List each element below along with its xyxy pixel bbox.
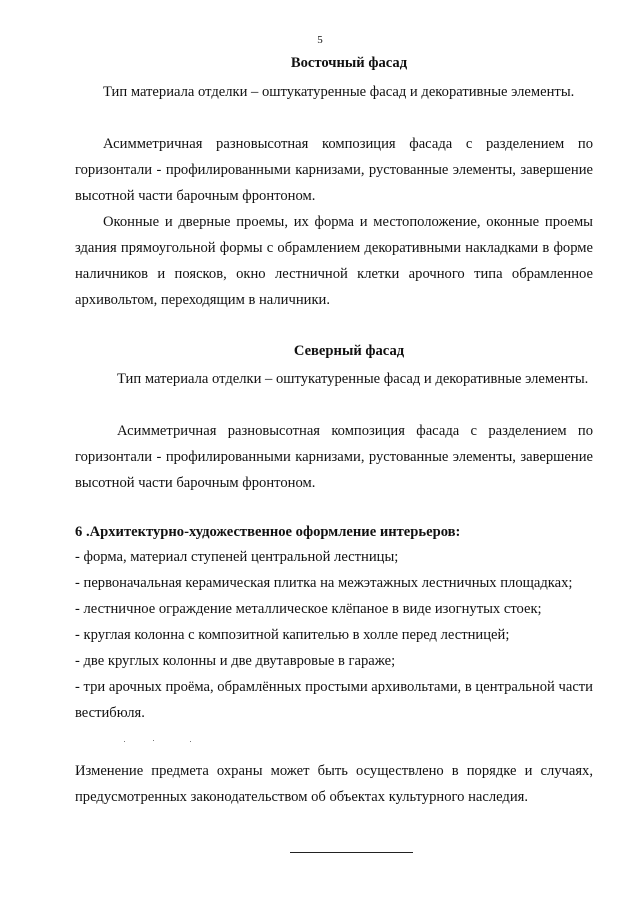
end-divider bbox=[290, 852, 413, 853]
north-facade-material-paragraph: Тип материала отделки – оштукатуренные фасад и декоративные элементы. bbox=[117, 371, 589, 387]
scan-speck bbox=[124, 741, 125, 742]
list-item: - форма, материал ступеней центральной лестницы; bbox=[75, 549, 399, 565]
east-facade-material-paragraph: Тип материала отделки – оштукатуренные фасад и декоративные элементы. bbox=[103, 84, 575, 100]
interior-elements-list bbox=[75, 544, 593, 726]
east-facade-heading: Восточный фасад bbox=[290, 55, 408, 71]
list-item: - три арочных проёма, обрамлённых простыми архивольтами, в центральной части вестибюля. bbox=[75, 679, 593, 721]
list-item: - две круглых колонны и две двутавровые в гараже; bbox=[75, 653, 396, 669]
list-item: - лестничное ограждение металлическое клёпаное в виде изогнутых стоек; bbox=[75, 601, 542, 617]
north-facade-heading: Северный фасад bbox=[293, 343, 405, 359]
closing-paragraph: Изменение предмета охраны может быть осуществлено в порядке и случаях, предусмотренных законодательством об объектах культурного наследия. bbox=[75, 763, 593, 805]
north-facade-composition-paragraph: Асимметричная разновысотная композиция фасада с разделением по горизонтали - профилированными карнизами, рустованные элементы, завершение высотной части барочным фронтоном. bbox=[75, 423, 593, 491]
list-item: - круглая колонна с композитной капителью в холле перед лестницей; bbox=[75, 627, 510, 643]
page-number: 5 bbox=[317, 34, 323, 46]
list-item: - первоначальная керамическая плитка на межэтажных лестничных площадках; bbox=[75, 575, 573, 591]
east-facade-openings-paragraph: Оконные и дверные проемы, их форма и местоположение, оконные проемы здания прямоугольной формы с обрамлением декоративными накладками в форме наличников и поясков, окно лестничной клетки арочного типа обрамленное архивольтом, переходящим в наличники. bbox=[75, 214, 593, 308]
scan-speck bbox=[153, 740, 154, 741]
scan-speck bbox=[190, 741, 191, 742]
east-facade-composition-paragraph: Асимметричная разновысотная композиция фасада с разделением по горизонтали - профилированными карнизами, рустованные элементы, завершение высотной части барочным фронтоном. bbox=[75, 136, 593, 204]
section-6-title: 6 .Архитектурно-художественное оформление интерьеров: bbox=[75, 524, 461, 540]
